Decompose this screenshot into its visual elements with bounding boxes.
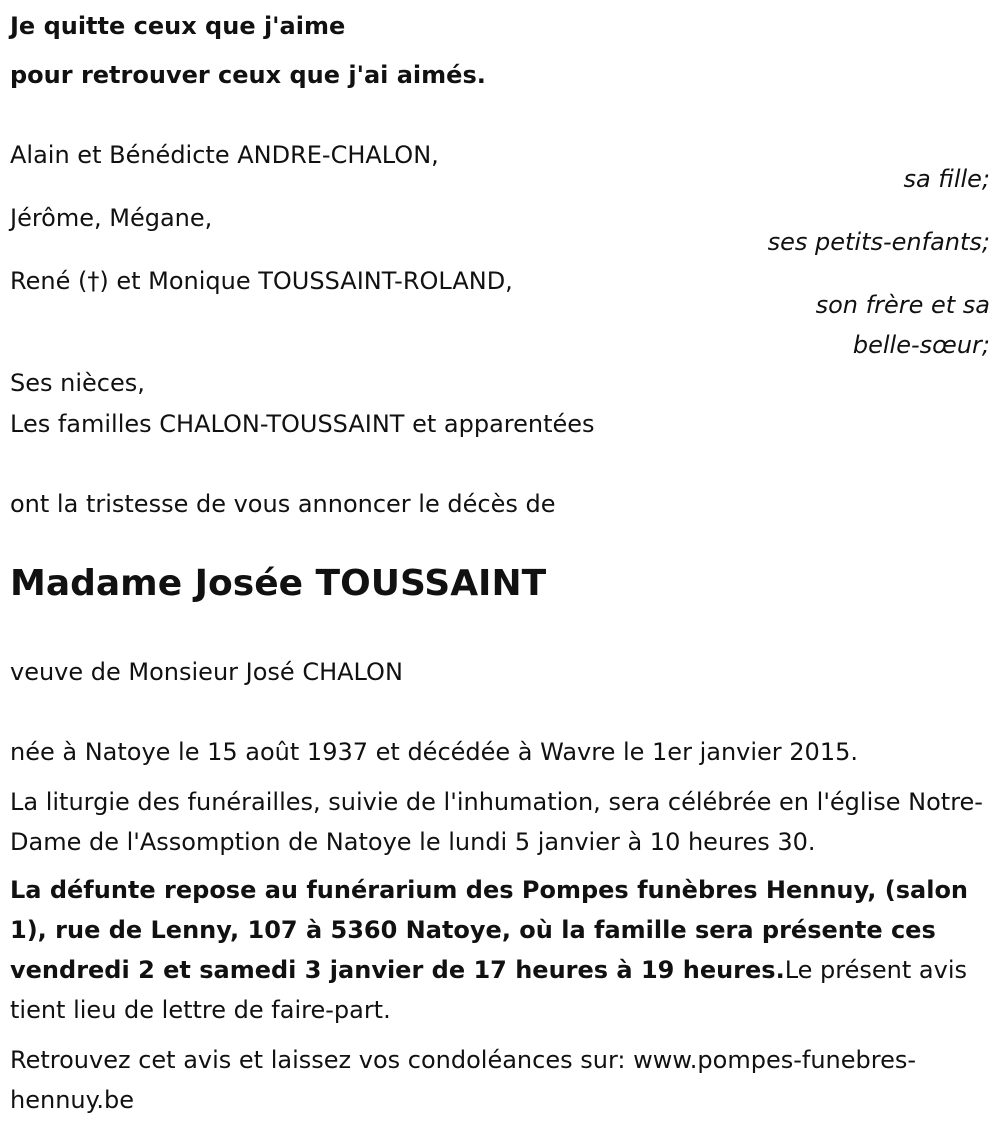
nieces-line: Ses nièces, — [10, 369, 145, 397]
families-line: Les familles CHALON-TOUSSAINT et apparentées — [10, 410, 595, 438]
grandchildren-names: Jérôme, Mégane, — [10, 204, 213, 232]
epigraph-line-2: pour retrouver ceux que j'ai aimés. — [10, 61, 486, 89]
sibling-names: René (†) et Monique TOUSSAINT-ROLAND, — [10, 267, 513, 295]
funeral-home-details: La défunte repose au funérarium des Pompes funèbres Hennuy, (salon 1), rue de Lenny, 107 à 5360 Natoye, où la famille sera présente ces vendredi 2 et samedi 3 janvier de 17 heures à 19 heures. — [10, 876, 969, 984]
notice-statement: Le présent avis tient lieu de lettre de faire-part. — [10, 956, 967, 1024]
widow-of-line: veuve de Monsieur José CHALON — [10, 658, 403, 686]
daughter-names: Alain et Bénédicte ANDRE-CHALON, — [10, 141, 439, 169]
daughter-role: sa fille; — [903, 165, 990, 193]
deceased-name: Madame Josée TOUSSAINT — [10, 563, 547, 604]
condolences-paragraph: Retrouvez cet avis et laissez vos condoléances sur: www.pompes-funebres-hennuy.be — [10, 1046, 917, 1114]
grandchildren-role: ses petits-enfants; — [767, 228, 990, 256]
funeral-home-paragraph — [10, 870, 990, 1030]
announcement-line: ont la tristesse de vous annoncer le décès de — [10, 490, 556, 518]
liturgy-paragraph: La liturgie des funérailles, suivie de l'inhumation, sera célébrée en l'église Notre-Dame de l'Assomption de Natoye le lundi 5 janvier à 10 heures 30. — [10, 788, 983, 856]
birth-death-line: née à Natoye le 15 août 1937 et décédée à Wavre le 1er janvier 2015. — [10, 738, 858, 766]
sibling-role-line-2: belle-sœur; — [852, 331, 990, 359]
epigraph-line-1: Je quitte ceux que j'aime — [10, 12, 346, 40]
sibling-role-line-1: son frère et sa — [815, 291, 990, 319]
